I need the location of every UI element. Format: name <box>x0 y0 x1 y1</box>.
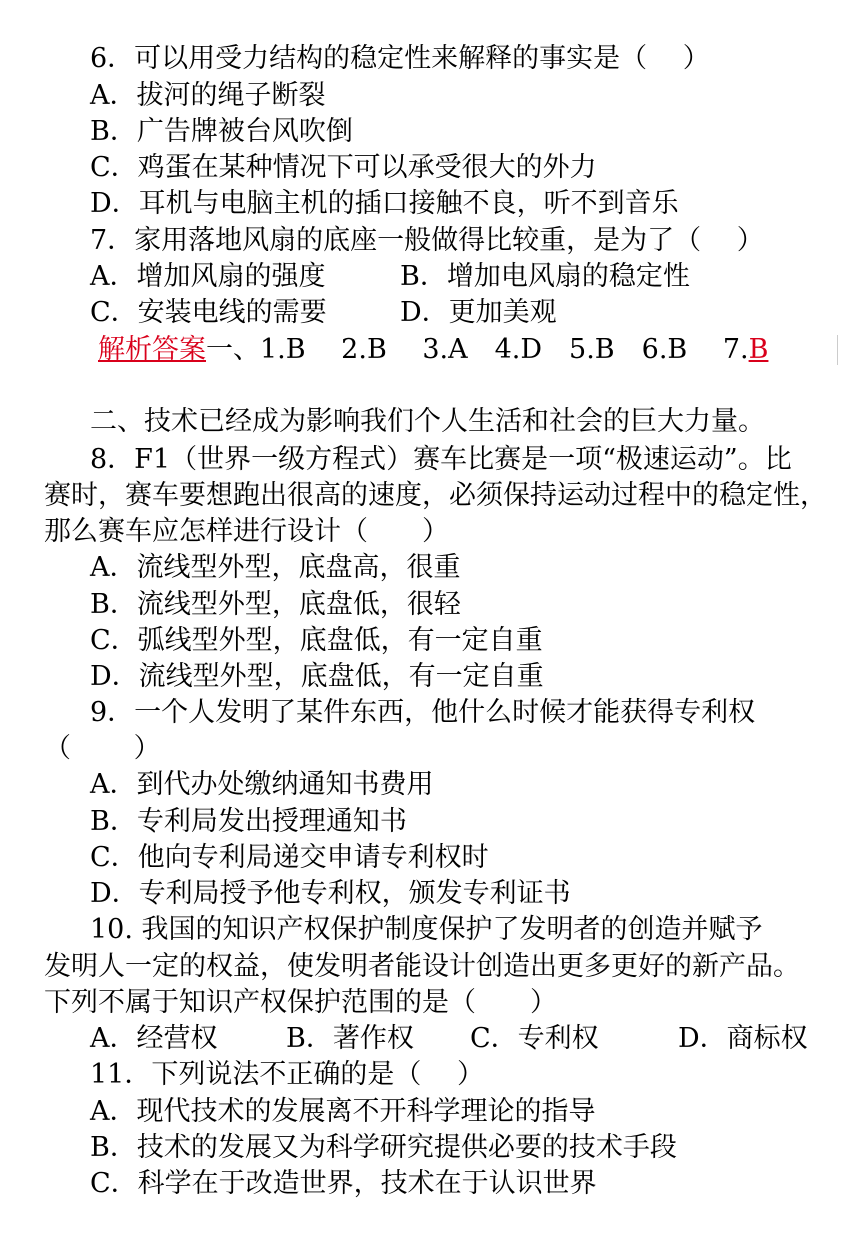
question-6-option-d: D．耳机与电脑主机的插口接触不良，听不到音乐 <box>90 188 679 219</box>
question-7-stem: 7．家用落地风扇的底座一般做得比较重，是为了（ ） <box>90 225 764 256</box>
question-9-stem-line-2: （ ） <box>44 733 161 764</box>
question-11-option-c: C．科学在于改造世界，技术在于认识世界 <box>90 1168 597 1199</box>
question-8-option-a: A．流线型外型，底盘高，很重 <box>90 552 461 583</box>
question-6-option-a: A．拔河的绳子断裂 <box>90 80 326 111</box>
question-10-option-b: B．著作权 <box>286 1023 414 1054</box>
section-2-heading: 二、技术已经成为影响我们个人生活和社会的巨大力量。 <box>90 406 765 437</box>
question-6-option-b: B．广告牌被台风吹倒 <box>90 116 353 147</box>
question-11-option-b: B．技术的发展又为科学研究提供必要的技术手段 <box>90 1132 677 1163</box>
answer-link[interactable]: 解析答案 <box>98 334 206 365</box>
question-8-stem-line-2: 赛时，赛车要想跑出很高的速度，必须保持运动过程中的稳定性， <box>44 480 827 511</box>
question-9-option-c: C．他向专利局递交申请专利权时 <box>90 842 489 873</box>
question-9-option-b: B．专利局发出授理通知书 <box>90 806 407 837</box>
question-7-option-a: A．增加风扇的强度 <box>90 261 326 292</box>
question-6-option-c: C．鸡蛋在某种情况下可以承受很大的外力 <box>90 152 597 183</box>
margin-divider <box>837 335 838 365</box>
question-8-stem-line-1: 8．F1（世界一级方程式）赛车比赛是一项“极速运动”。比 <box>90 444 792 475</box>
question-8-option-c: C．弧线型外型，底盘低，有一定自重 <box>90 625 543 656</box>
question-11-option-a: A．现代技术的发展离不开科学理论的指导 <box>90 1096 596 1127</box>
question-10-stem-line-3: 下列不属于知识产权保护范围的是（ ） <box>44 987 557 1018</box>
question-7-option-c: C．安装电线的需要 <box>90 297 327 328</box>
question-9-option-a: A．到代办处缴纳通知书费用 <box>90 769 434 800</box>
question-10-stem-line-2: 发明人一定的权益，使发明者能设计创造出更多更好的新产品。 <box>44 951 800 982</box>
question-7-option-d: D．更加美观 <box>400 297 557 328</box>
question-8-option-d: D．流线型外型，底盘低，有一定自重 <box>90 661 544 692</box>
question-11-stem: 11．下列说法不正确的是（ ） <box>90 1059 484 1090</box>
question-8-stem-line-3: 那么赛车应怎样进行设计（ ） <box>44 516 449 547</box>
question-8-option-b: B．流线型外型，底盘低，很轻 <box>90 589 461 620</box>
question-10-option-c: C．专利权 <box>470 1023 599 1054</box>
question-10-stem-line-1: 10. 我国的知识产权保护制度保护了发明者的创造并赋予 <box>90 914 763 945</box>
question-6-stem: 6．可以用受力结构的稳定性来解释的事实是（ ） <box>90 43 710 74</box>
question-7-option-b: B．增加电风扇的稳定性 <box>400 261 690 292</box>
question-9-stem-line-1: 9．一个人发明了某件东西，他什么时候才能获得专利权 <box>90 697 756 728</box>
answer-key-last[interactable]: B <box>748 334 769 365</box>
question-9-option-d: D．专利局授予他专利权，颁发专利证书 <box>90 878 571 909</box>
question-10-option-d: D．商标权 <box>678 1023 808 1054</box>
answer-key-line <box>98 333 768 367</box>
answer-key-text: 一、1.B 2.B 3.A 4.D 5.B 6.B 7. <box>206 334 749 365</box>
question-10-option-a: A．经营权 <box>90 1023 218 1054</box>
